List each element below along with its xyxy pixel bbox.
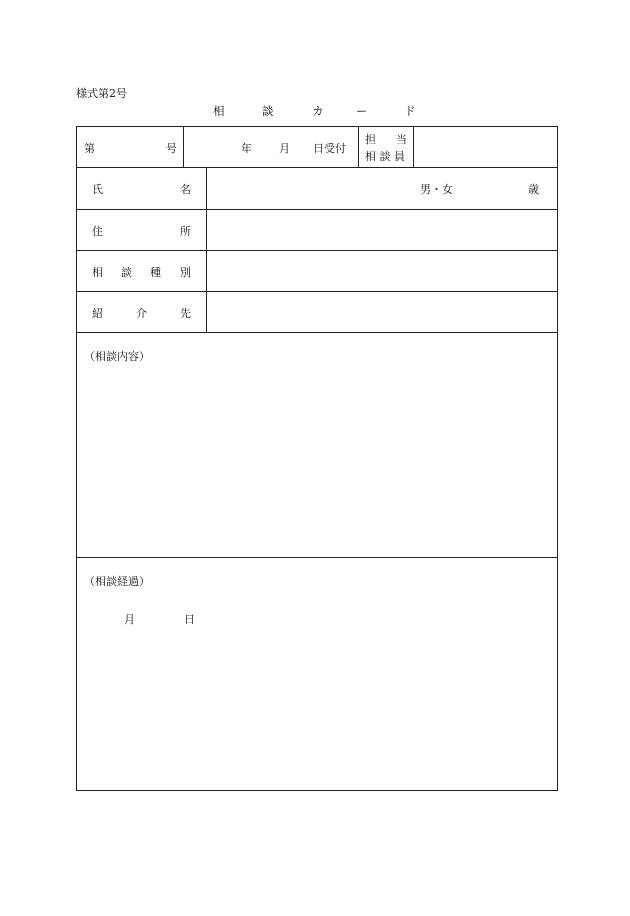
consultation-type-field[interactable] — [207, 251, 557, 291]
date-month-label: 月 — [279, 142, 290, 155]
content-heading: （相談内容） — [84, 350, 150, 363]
consultation-content-area[interactable] — [77, 366, 557, 556]
name-label-char: 氏 — [92, 183, 103, 196]
progress-heading: （相談経過） — [84, 575, 150, 588]
title-char: 談 — [262, 104, 274, 118]
age-unit: 歳 — [528, 183, 539, 196]
number-prefix: 第 — [84, 142, 95, 155]
staff-label-char: 当 — [396, 133, 407, 146]
consultation-progress-area[interactable] — [77, 630, 557, 790]
title-char: ド — [404, 104, 416, 118]
progress-day-label: 日 — [184, 613, 195, 626]
type-label-char: 談 — [121, 266, 132, 279]
referral-label-char: 紹 — [92, 307, 103, 320]
address-field[interactable] — [207, 210, 557, 250]
referral-label-char: 先 — [180, 307, 191, 320]
page-title — [0, 103, 630, 119]
row-divider — [76, 557, 558, 558]
number-suffix: 号 — [166, 142, 177, 155]
staff-label: 相 談 員 — [365, 150, 405, 163]
type-label-char: 相 — [92, 266, 103, 279]
referral-field[interactable] — [207, 292, 557, 332]
progress-month-label: 月 — [124, 613, 135, 626]
name-field[interactable] — [207, 168, 557, 209]
date-year-label: 年 — [241, 142, 252, 155]
title-char: ー — [356, 104, 368, 118]
staff-field[interactable] — [414, 127, 557, 167]
referral-label-char: 介 — [136, 307, 147, 320]
column-divider — [358, 126, 359, 168]
name-label-char: 名 — [180, 183, 191, 196]
row-divider — [76, 332, 558, 333]
address-label-char: 所 — [180, 225, 191, 238]
type-label-char: 種 — [150, 266, 161, 279]
gender-selector[interactable]: 男・女 — [420, 183, 453, 196]
staff-label-char: 担 — [365, 133, 376, 146]
form-number: 様式第2号 — [76, 87, 127, 100]
title-char: カ — [312, 104, 324, 118]
title-char: 相 — [213, 104, 225, 118]
type-label-char: 別 — [180, 266, 191, 279]
address-label-char: 住 — [92, 225, 103, 238]
date-received-label: 日受付 — [313, 142, 346, 155]
